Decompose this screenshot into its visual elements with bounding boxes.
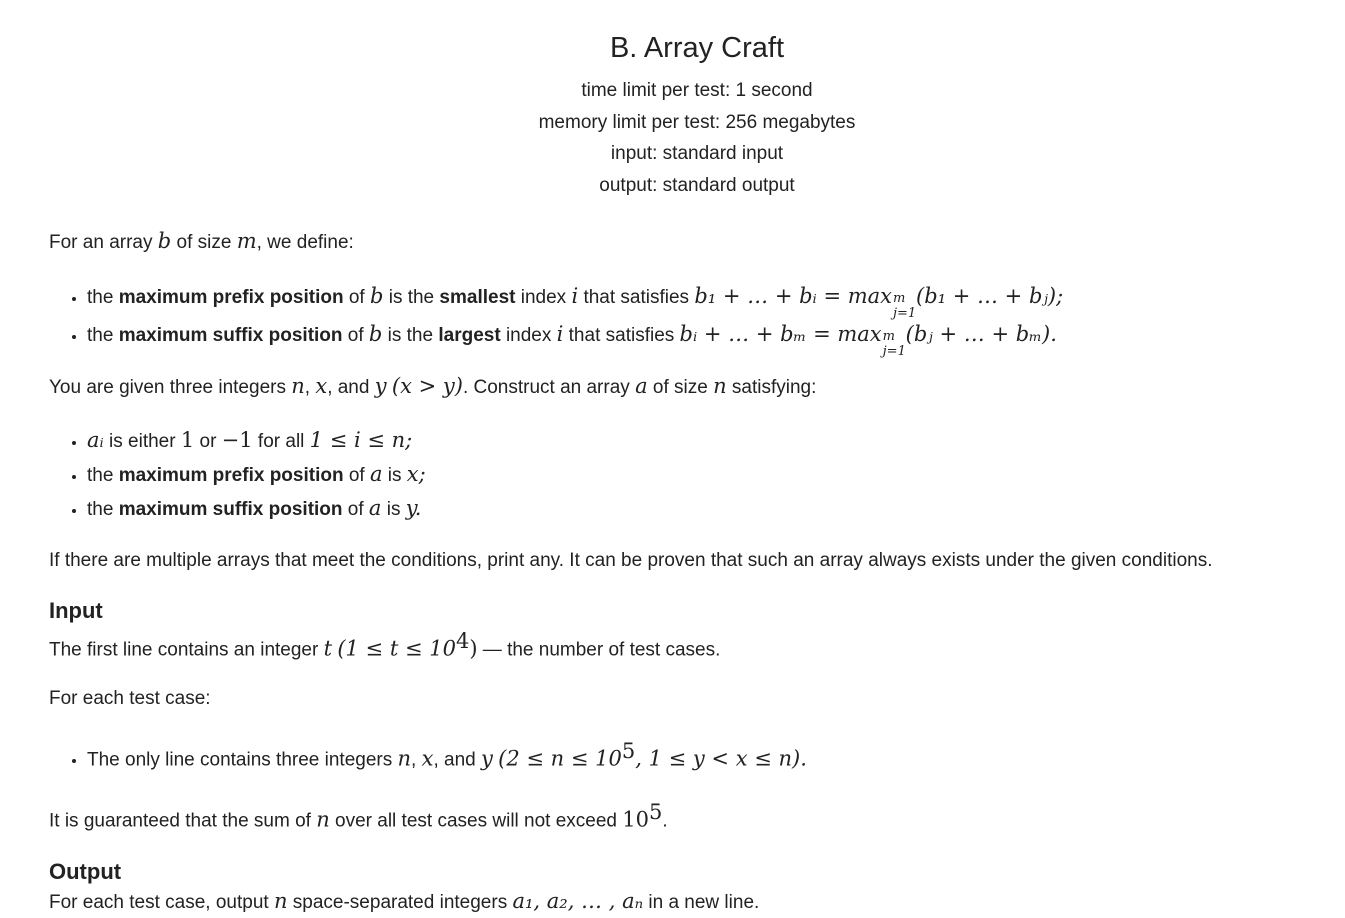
time-limit: time limit per test: 1 second <box>581 80 813 101</box>
multiple-answers-note: If there are multiple arrays that meet the conditions, print any. It can be proven that such an array always exists under the given conditions. <box>49 549 1213 571</box>
list-item: • aᵢ is either 1 or −1 for all 1 ≤ i ≤ n; <box>87 424 1341 458</box>
sum-guarantee: It is guaranteed that the sum of n over all test cases will not exceed $10^5$. <box>49 800 668 832</box>
input-line-2: For each test case: <box>49 688 211 710</box>
output-line: For each test case, output n space-separated integers a₁, a₂, … , aₙ in a new line. <box>49 888 760 913</box>
list-item: • the maximum suffix position of b is the largest index i that satisfies bᵢ + … + bₘ = max m j=1 (bⱼ + … + bₘ). <box>87 316 1341 354</box>
list-item: • the maximum prefix position of a is x; <box>87 458 1341 492</box>
definition-list <box>49 278 1341 359</box>
input-line-1: The first line contains an integer t $(1 \le t \le 10^4)$ — the number of test cases. <box>49 628 721 661</box>
output-heading: Output <box>49 858 122 884</box>
problem-title: B. Array Craft <box>609 32 785 64</box>
memory-limit: memory limit per test: 256 megabytes <box>538 111 856 133</box>
problem-limits <box>49 75 1345 202</box>
conditions-list <box>49 424 1341 526</box>
input-spec: input: standard input <box>610 143 784 165</box>
input-heading: Input <box>49 597 103 623</box>
list-item: • the maximum prefix position of b is the smallest index i that satisfies b₁ + … + bᵢ = max m j=1 (b₁ + … + bⱼ); <box>87 278 1341 316</box>
intro-paragraph: For an array b of size m, we define: <box>49 228 354 253</box>
list-item: • the maximum suffix position of a is y. <box>87 492 1341 526</box>
input-format-list <box>49 735 1341 776</box>
output-spec: output: standard output <box>599 175 795 197</box>
list-item: • The only line contains three integers n, x, and y ($2 \le n \le 10^5$, 1 ≤ y < x ≤ n). <box>87 735 1341 776</box>
given-paragraph: You are given three integers n, x, and y (x > y). Construct an array a of size n satisfying: <box>49 373 817 398</box>
problem-statement <box>49 0 1341 918</box>
